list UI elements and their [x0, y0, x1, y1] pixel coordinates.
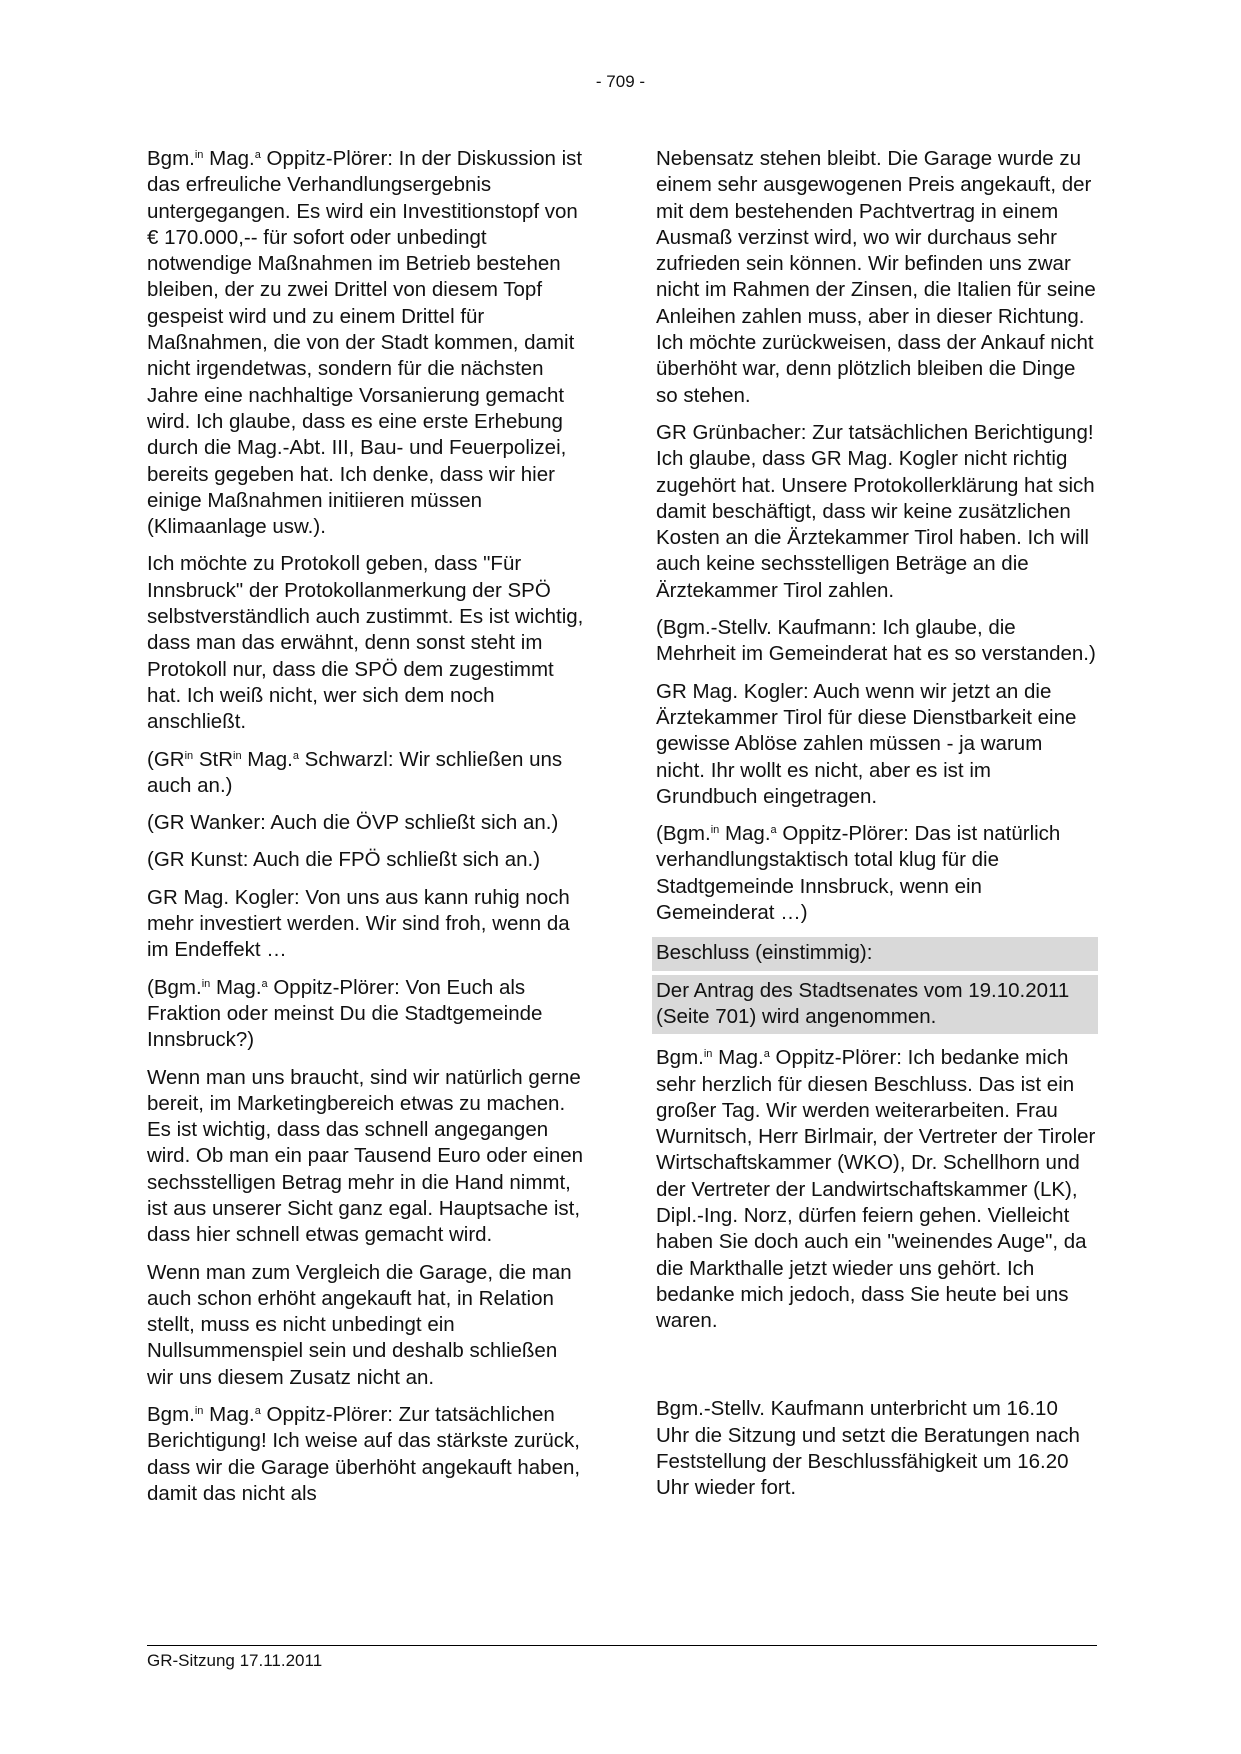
paragraph	[147, 1402, 587, 1507]
resolution-box	[652, 975, 1098, 1035]
text-run: GR Mag. Kogler: Von uns aus kann ruhig noch mehr investiert werden. Wir sind froh, wenn da im Endeffekt …	[147, 885, 570, 962]
paragraph	[656, 615, 1096, 668]
text-run: (GR Wanker: Auch die ÖVP schließt sich an.)	[147, 811, 559, 835]
text-run: (Bgm.-Stellv. Kaufmann: Ich glaube, die Mehrheit im Gemeinderat hat es so verstanden.)	[656, 616, 1096, 666]
text-run: GR Grünbacher: Zur tatsächlichen Berichtigung! Ich glaube, dass GR Mag. Kogler nicht richtig zugehört hat. Unsere Protokollerklärung hat sich damit beschäftigt, dass wir keine zusätzlichen Kosten an die Ärztekammer Tirol haben. Ich will auch keine sechsstelligen Beträge an die Ärztekammer Tirol zahlen.	[656, 420, 1095, 602]
footer-rule	[147, 1645, 1097, 1646]
left-column	[147, 146, 587, 1518]
superscript: in	[194, 1405, 204, 1418]
superscript: a	[254, 1405, 261, 1418]
footer-text: GR-Sitzung 17.11.2011	[147, 1651, 323, 1670]
resolution-box	[652, 937, 1098, 970]
text-run: Bgm.	[147, 1403, 195, 1427]
text-run: Mag.	[241, 747, 293, 771]
page-number: - 709 -	[595, 72, 646, 91]
text-run: Mag.	[203, 1403, 255, 1427]
text-run: Oppitz-Plörer: Das ist natürlich verhandlungstaktisch total klug für die Stadtgemeinde Innsbruck, wenn ein Gemeinderat …)	[656, 822, 1061, 925]
paragraph	[656, 1396, 1096, 1501]
text-run: Bgm.-Stellv. Kaufmann unterbricht um 16.10 Uhr die Sitzung und setzt die Beratungen nach Feststellung der Beschlussfähigkeit um 16.20 Uhr wieder fort.	[656, 1397, 1080, 1500]
paragraph	[147, 975, 587, 1054]
text-run: (Bgm.	[147, 975, 202, 999]
paragraph	[147, 146, 587, 540]
paragraph	[656, 146, 1096, 409]
paragraph	[656, 1045, 1096, 1334]
superscript: a	[292, 749, 299, 762]
text-run: (GR	[147, 747, 185, 771]
superscript: in	[703, 1048, 713, 1061]
superscript: a	[763, 1048, 770, 1061]
text-run: Der Antrag des Stadtsenates vom 19.10.2011 (Seite 701) wird angenommen.	[656, 978, 1070, 1028]
superscript: a	[261, 977, 268, 990]
text-run: Bgm.	[147, 147, 195, 170]
superscript: in	[194, 149, 204, 161]
text-run: (GR Kunst: Auch die FPÖ schließt sich an.)	[147, 848, 541, 872]
text-run: Oppitz-Plörer: Zur tatsächlichen Berichtigung! Ich weise auf das stärkste zurück, dass wir die Garage überhöht angekauft haben, damit das nicht als	[147, 1403, 581, 1505]
superscript: in	[184, 749, 194, 762]
paragraph	[147, 810, 587, 836]
text-run: GR Mag. Kogler: Auch wenn wir jetzt an die Ärztekammer Tirol für diese Dienstbarkeit eine gewisse Ablöse zahlen müssen - ja warum nicht. Ihr wollt es nicht, aber es ist im Grundbuch eingetragen.	[656, 679, 1077, 808]
text-run: Ich möchte zu Protokoll geben, dass "Für Innsbruck" der Protokollanmerkung der SPÖ selbstverständlich auch zustimmt. Es ist wichtig, dass man das erwähnt, denn sonst steht im Protokoll nur, dass die SPÖ dem zugestimmt hat. Ich weiß nicht, wer sich dem noch anschließt.	[147, 552, 584, 734]
paragraph	[147, 885, 587, 964]
text-run: Wenn man zum Vergleich die Garage, die man auch schon erhöht angekauft hat, in Relation stellt, muss es nicht unbedingt ein Nullsummenspiel sein und deshalb schließen wir uns diesem Zusatz nicht an.	[147, 1260, 572, 1389]
text-run: Mag.	[719, 822, 771, 846]
text-run: Beschluss (einstimmig):	[656, 941, 873, 965]
paragraph	[147, 847, 587, 873]
text-run: Nebensatz stehen bleibt. Die Garage wurde zu einem sehr ausgewogenen Preis angekauft, der mit dem bestehenden Pachtvertrag in einem Ausmaß verzinst wird, wo wir durchaus sehr zufrieden sein können. Wir befinden uns zwar nicht im Rahmen der Zinsen, die Italien für seine Anleihen zahlen muss, aber in dieser Richtung. Ich möchte zurückweisen, dass der Ankauf nicht überhöht war, denn plötzlich bleiben die Dinge so stehen.	[656, 147, 1096, 407]
superscript: in	[233, 749, 242, 762]
paragraph	[656, 420, 1096, 604]
superscript: a	[254, 149, 261, 161]
paragraph	[656, 821, 1096, 926]
text-run: StR	[193, 747, 234, 771]
text-run: Oppitz-Plörer: Ich bedanke mich sehr herzlich für diesen Beschluss. Das ist ein großer Tag. Wir werden weiterarbeiten. Frau Wurnitsch, Herr Birlmair, der Vertreter der Tiroler Wirtschaftskammer (WKO), Dr. Schellhorn und der Vertreter der Landwirtschaftskammer (LK), Dipl.-Ing. Norz, dürfen feiern gehen. Vielleicht haben Sie doch auch ein "weinendes Auge", da die Markthalle jetzt wieder uns gehört. Ich bedanke mich jedoch, dass Sie heute bei uns waren.	[656, 1046, 1096, 1333]
text-run: (Bgm.	[656, 822, 711, 846]
text-run: Bgm.	[656, 1046, 704, 1070]
paragraph	[147, 1065, 587, 1249]
right-column	[656, 146, 1096, 1513]
paragraph	[147, 747, 587, 800]
paragraph	[147, 551, 587, 735]
text-run: Oppitz-Plörer: In der Diskussion ist das erfreuliche Verhandlungsergebnis untergegangen. Es wird ein Investitionstopf von € 170.000,-- für sofort oder unbedingt notwendige Maßnahmen im Betrieb bestehen bleiben, der zu zwei Drittel von diesem Topf gespeist wird und zu einem Drittel für Maßnahmen, die von der Stadt kommen, damit nicht irgendetwas, sondern für die nächsten Jahre eine nachhaltige Vorsanierung gemacht wird. Ich glaube, dass es eine erste Erhebung durch die Mag.-Abt. III, Bau- und Feuerpolizei, bereits gegeben hat. Ich denke, dass wir hier einige Maßnahmen initiieren müssen (Klimaanlage usw.).	[147, 147, 583, 539]
superscript: a	[770, 824, 777, 837]
text-run: Schwarzl: Wir schließen uns auch an.)	[147, 747, 563, 797]
spacer	[656, 1345, 1096, 1385]
superscript: in	[201, 977, 211, 990]
paragraph	[147, 1260, 587, 1391]
text-run: Oppitz-Plörer: Von Euch als Fraktion oder meinst Du die Stadtgemeinde Innsbruck?)	[147, 975, 543, 1052]
superscript: in	[710, 824, 720, 837]
text-run: Wenn man uns braucht, sind wir natürlich gerne bereit, im Marketingbereich etwas zu machen. Es ist wichtig, dass das schnell angegangen wird. Ob man ein paar Tausend Euro oder einen sechsstelligen Betrag mehr in die Hand nimmt, ist aus unserer Sicht ganz egal. Hauptsache ist, dass hier schnell etwas gemacht wird.	[147, 1065, 584, 1247]
text-run: Mag.	[712, 1046, 764, 1070]
paragraph	[656, 679, 1096, 810]
text-run: Mag.	[210, 975, 262, 999]
text-run: Mag.	[203, 147, 255, 170]
